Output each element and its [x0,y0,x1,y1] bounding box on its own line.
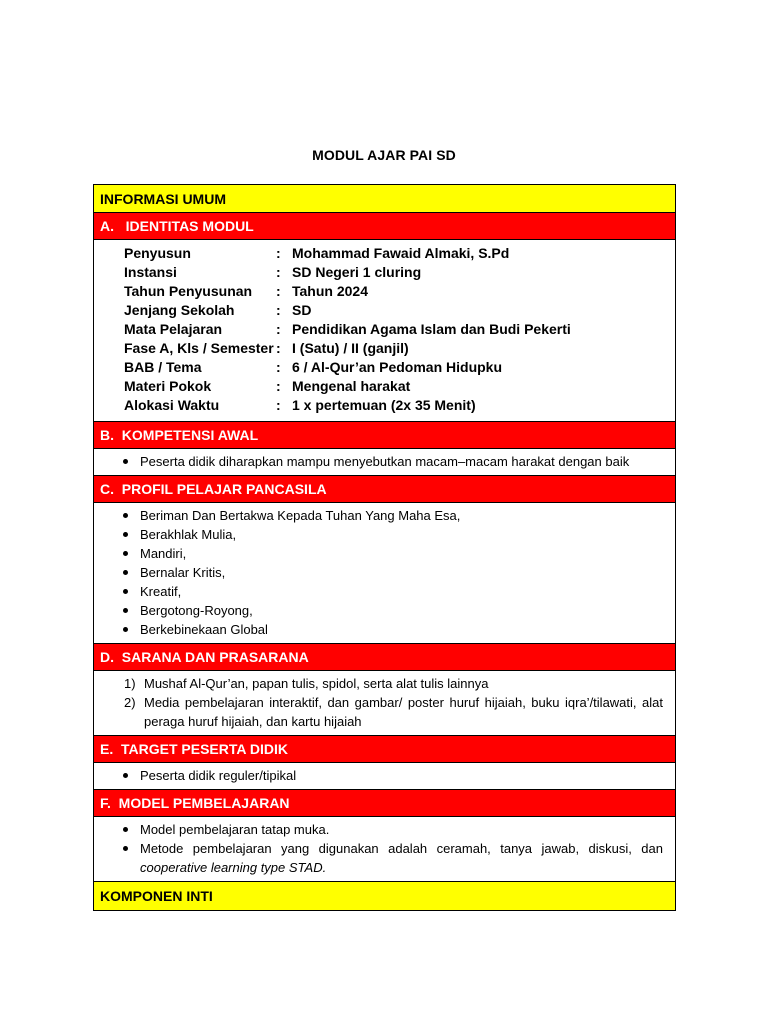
section-f-header [94,790,675,817]
list-item: Model pembelajaran tatap muka. [120,820,663,839]
profil-pelajar-list [120,506,663,639]
identitas-colon: : [276,378,281,394]
list-text: Media pembelajaran interaktif, dan gambar/ poster huruf hijaiah, buku iqra’/tilawati, alat peraga huruf hijaiah, dan kartu hijaiah [144,695,663,729]
identitas-value: SD [292,302,312,318]
identitas-label: Tahun Penyusunan [124,283,253,299]
list-item: Bernalar Kritis, [120,563,663,582]
list-item: Berakhlak Mulia, [120,525,663,544]
section-c-title: PROFIL PELAJAR PANCASILA [121,481,327,497]
kompetensi-awal-content [94,449,675,476]
identitas-row [124,377,675,396]
sarana-prasarana-list [124,674,663,731]
module-table [93,184,676,911]
identitas-colon: : [276,302,281,318]
identitas-label: Materi Pokok [124,378,212,394]
section-d-header [94,644,675,671]
list-item: Berkebinekaan Global [120,620,663,639]
section-b-header [94,422,675,449]
identitas-value: SD Negeri 1 cluring [292,264,422,280]
identitas-colon: : [276,321,281,337]
list-text: Mushaf Al-Qur’an, papan tulis, spidol, serta alat tulis lainnya [144,676,489,691]
section-c-letter: C. [100,481,114,497]
list-item: Peserta didik reguler/tipikal [120,766,663,785]
identitas-label: Instansi [124,264,177,280]
list-number: 2) [124,695,136,710]
identitas-value: Tahun 2024 [292,283,368,299]
identitas-row [124,282,675,301]
section-f-letter: F. [100,795,111,811]
identitas-value: 1 x pertemuan (2x 35 Menit) [292,397,476,413]
identitas-label: Penyusun [124,245,191,261]
identitas-colon: : [276,397,281,413]
model-pembelajaran-list [120,820,663,877]
informasi-umum-header: INFORMASI UMUM [94,185,675,213]
identitas-label: Alokasi Waktu [124,397,220,413]
list-item [120,839,663,877]
identitas-row [124,358,675,377]
section-e-letter: E. [100,741,114,757]
identitas-row [124,320,675,339]
identitas-label: Jenjang Sekolah [124,302,235,318]
list-item: Beriman Dan Bertakwa Kepada Tuhan Yang Maha Esa, [120,506,663,525]
section-d-letter: D. [100,649,114,665]
section-e-header [94,736,675,763]
section-f-title: MODEL PEMBELAJARAN [118,795,290,811]
identitas-value: 6 / Al-Qur’an Pedoman Hidupku [292,359,503,375]
kompetensi-awal-list [120,452,663,471]
document-title: MODUL AJAR PAI SD [312,147,456,163]
identitas-row [124,263,675,282]
komponen-inti-header: KOMPONEN INTI [94,882,675,910]
identitas-row [124,396,675,415]
section-b-title: KOMPETENSI AWAL [121,427,259,443]
identitas-label: Mata Pelajaran [124,321,223,337]
identitas-value: Pendidikan Agama Islam dan Budi Pekerti [292,321,571,337]
target-peserta-list [120,766,663,785]
identitas-row [124,301,675,320]
section-a-letter: A. [100,218,114,234]
model-pembelajaran-content [94,817,675,882]
list-number: 1) [124,676,136,691]
list-text: Metode pembelajaran yang digunakan adalah ceramah, tanya jawab, diskusi, dan [140,841,663,856]
identitas-colon: : [276,359,281,375]
section-b-letter: B. [100,427,114,443]
identitas-value: Mengenal harakat [292,378,411,394]
identitas-value: I (Satu) / II (ganjil) [292,340,409,356]
identitas-row [124,244,675,263]
list-item: Mandiri, [120,544,663,563]
identitas-label: BAB / Tema [124,359,202,375]
identitas-label: Fase A, Kls / Semester [124,340,274,356]
section-a-header [94,213,675,240]
list-item: Bergotong-Royong, [120,601,663,620]
section-d-title: SARANA DAN PRASARANA [121,649,309,665]
identitas-value: Mohammad Fawaid Almaki, S.Pd [292,245,510,261]
list-item [124,693,663,731]
identitas-row [124,339,675,358]
identitas-modul-content [94,240,675,422]
identitas-colon: : [276,283,281,299]
list-item [124,674,663,693]
sarana-prasarana-content [94,671,675,736]
identitas-colon: : [276,340,281,356]
section-e-title: TARGET PESERTA DIDIK [121,741,288,757]
identitas-colon: : [276,264,281,280]
target-peserta-content [94,763,675,790]
identitas-colon: : [276,245,281,261]
list-item: Peserta didik diharapkan mampu menyebutkan macam–macam harakat dengan baik [120,452,663,471]
section-c-header [94,476,675,503]
list-item: Kreatif, [120,582,663,601]
profil-pelajar-content [94,503,675,644]
list-text-italic: cooperative learning type STAD. [140,860,327,875]
section-a-title: IDENTITAS MODUL [125,218,254,234]
